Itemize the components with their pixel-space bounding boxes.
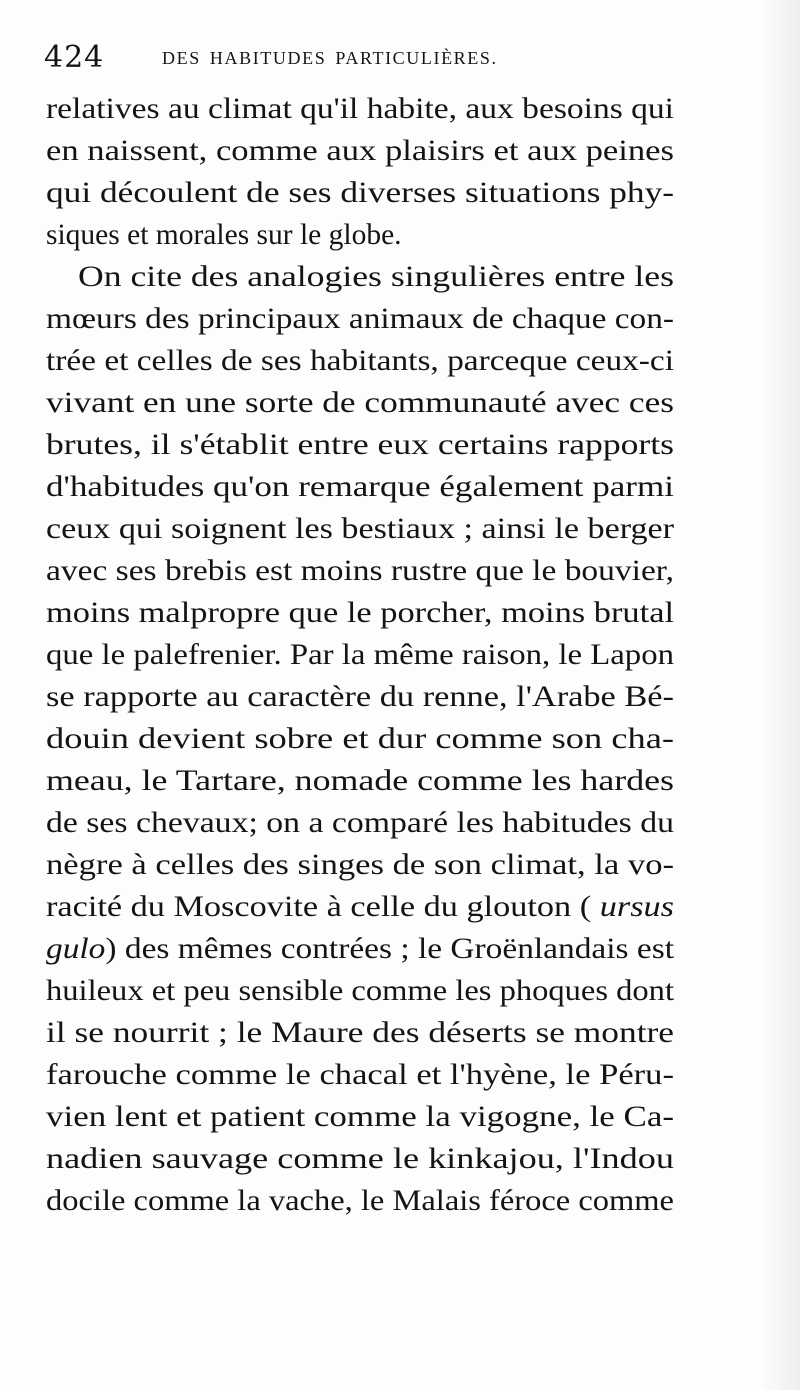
latin-species-name: ursus — [599, 891, 675, 923]
text-line: qui découlent de ses diverses situations phy- — [46, 177, 675, 209]
text-line: trée et celles de ses habitants, parceque ceux-ci — [46, 345, 675, 377]
page-number: 424 — [44, 40, 105, 75]
text-line: huileux et peu sensible comme les phoques dont — [46, 975, 674, 1007]
text-line: il se nourrit ; le Maure des déserts se montre — [46, 1017, 675, 1049]
text-line: de ses chevaux; on a comparé les habitudes du — [46, 807, 675, 839]
text-line: siques et morales sur le globe. — [46, 219, 402, 251]
body-text — [46, 88, 736, 1222]
running-title: DES HABITUDES PARTICULIÈRES. — [162, 48, 498, 68]
text-line: farouche comme le chacal et l'hyène, le Péru- — [46, 1059, 674, 1091]
text-line: douin devient sobre et dur comme son cha- — [46, 723, 674, 755]
text-line: ceux qui soignent les bestiaux ; ainsi le berger — [46, 513, 674, 545]
text-line: racité du Moscovite à celle du glouton ( ursus — [46, 891, 675, 923]
text-line: relatives au climat qu'il habite, aux besoins qui — [46, 93, 675, 125]
text-line: nègre à celles des singes de son climat, la vo- — [46, 849, 675, 881]
text-line: vien lent et patient comme la vigogne, le Ca- — [46, 1101, 675, 1133]
text-line: avec ses brebis est moins rustre que le bouvier, — [46, 555, 674, 587]
paragraph-start-line: On cite des analogies singulières entre les — [78, 261, 674, 293]
text-line: mœurs des principaux animaux de chaque con- — [46, 303, 674, 335]
text-line: vivant en une sorte de communauté avec ces — [46, 387, 674, 419]
text-line: brutes, il s'établit entre eux certains rapports — [46, 429, 675, 461]
text-line: d'habitudes qu'on remarque également parmi — [46, 471, 674, 503]
text-line: docile comme la vache, le Malais féroce comme — [46, 1185, 674, 1217]
text-line: moins malpropre que le porcher, moins brutal — [46, 597, 675, 629]
text-line: meau, le Tartare, nomade comme les hardes — [46, 765, 675, 797]
text-line: que le palefrenier. Par la même raison, le Lapon — [46, 639, 674, 671]
text-line: nadien sauvage comme le kinkajou, l'Indou — [46, 1143, 674, 1175]
text-line: se rapporte au caractère du renne, l'Arabe Bé- — [46, 681, 675, 713]
text-line: gulo) des mêmes contrées ; le Groënlandais est — [46, 933, 674, 965]
running-head — [44, 40, 684, 80]
text-line: en naissent, comme aux plaisirs et aux peines — [46, 135, 674, 167]
latin-species-name: gulo — [46, 933, 106, 965]
